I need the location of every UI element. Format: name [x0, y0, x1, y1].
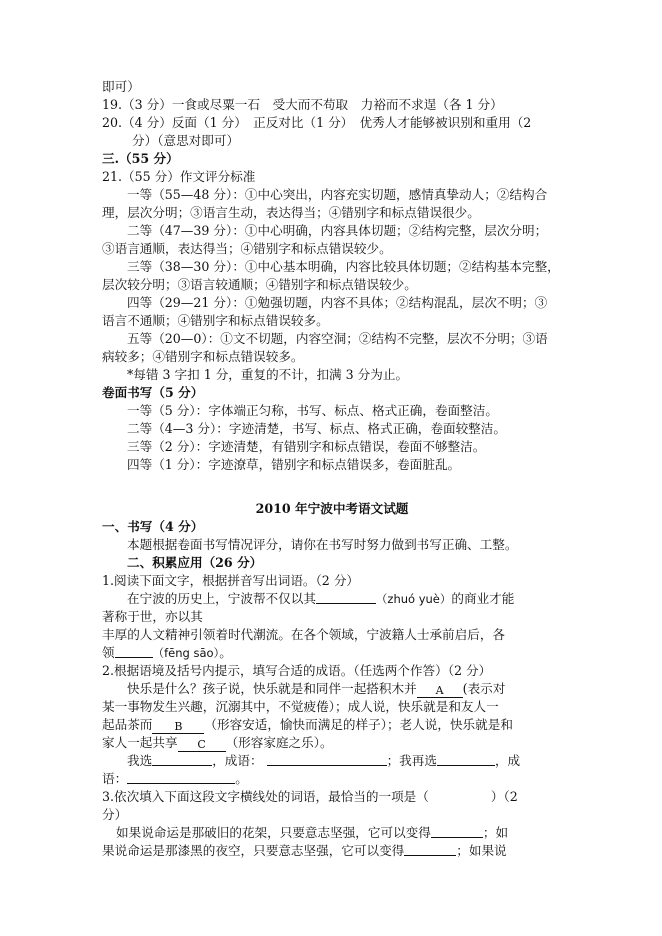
- grade1-line1: 一等（55—48 分）：①中心突出，内容充实切题，感情真挚动人；②结构合: [127, 187, 548, 202]
- answer-21: 21.（55 分）作文评分标准: [102, 169, 256, 184]
- section-1-text: 本题根据卷面书写情况评分，请你在书写时努力做到书写正确、工整。: [127, 537, 518, 552]
- grade4-line2: 语言不通顺；④错别字和标点错误较多。: [102, 313, 329, 328]
- question-3: [102, 788, 562, 806]
- q3-text: ；如: [482, 825, 509, 840]
- section-2-heading: 二、积累应用（26 分）: [127, 555, 263, 570]
- fill-blank: [404, 843, 456, 856]
- fill-blank: [316, 591, 376, 604]
- answer-19: 19.（3 分）一食或尽粟一石 受大而不苟取 力裕而不求逞（各 1 分）: [102, 97, 503, 112]
- grade1-line2: 理，层次分明；③语言生动，表达得当；④错别字和标点错误很少。: [102, 205, 480, 220]
- handwriting-heading: 卷面书写（5 分）: [102, 385, 204, 400]
- blank-label-c: C: [178, 738, 226, 752]
- grade2-line1: 二等（47—39 分）：①中心明确，内容具体切题；②结构完整，层次分明；: [127, 223, 548, 238]
- pinyin-hint: （fēng sāo）: [152, 646, 220, 660]
- grade2-line2: ③语言通顺，表达得当；④错别字和标点错误较少。: [102, 241, 392, 256]
- q1-line2: 著称于世，亦以其: [102, 609, 203, 624]
- fill-blank: [431, 825, 483, 838]
- q2-line2: 某一事物发生兴趣，沉溺其中，不觉疲倦）；成人说，快乐就是和友人一: [102, 699, 499, 714]
- question-1: 1.阅读下面文字，根据拼音写出词语。（2 分）: [102, 573, 360, 588]
- q2-text: 起品茶而: [102, 717, 153, 732]
- fill-blank: [437, 753, 495, 766]
- answer-20-line2: 分）（意思对即可）: [132, 133, 240, 148]
- grade3-line2: 层次较分明；③语言较通顺；④错别字和标点错误较少。: [102, 277, 417, 292]
- q3-text: ）（2: [490, 789, 518, 804]
- q3-text: ；如果说: [456, 843, 507, 858]
- q3-line1: [102, 824, 562, 842]
- deduction-note: *每错 3 字扣 1 分，重复的不计，扣满 3 分为止。: [127, 367, 409, 382]
- blank-label-b: B: [152, 720, 204, 734]
- q3-text: 果说命运是那漆黑的夜空，只要意志坚强，它可以变得: [102, 843, 405, 858]
- q1-line3: 丰厚的人文精神引领着时代潮流。在各个领域，宁波籍人士承前启后，各: [102, 627, 505, 642]
- answer-continuation: 即可）: [102, 79, 140, 94]
- q2-text: （形容安适，愉快而满足的样子）；老人说，快乐就是和: [204, 717, 513, 732]
- q2-answer-line2: [102, 770, 562, 788]
- fill-blank: [127, 771, 235, 784]
- fill-blank: [115, 645, 153, 658]
- q2-text: ，成: [494, 753, 521, 768]
- fill-blank: [152, 753, 212, 766]
- question-3-score: 分）: [102, 807, 128, 822]
- q3-text: 3.依次填入下面这段文字横线处的词语，最恰当的一项是（: [102, 789, 429, 804]
- pinyin-hint: （zhuó yuè）: [375, 592, 452, 606]
- q2-answer-line1: [102, 752, 562, 770]
- q2-text: ，成语：: [212, 753, 263, 768]
- handwriting-grade2: 二等（4—3 分）：字迹清楚，书写、标点、格式正确，卷面较整洁。: [127, 421, 506, 436]
- q3-line2: [102, 842, 562, 860]
- q1-line4: [102, 644, 562, 662]
- q2-line1: [102, 680, 562, 698]
- grade4-line1: 四等（29—21 分）：①勉强切题，内容不具体；②结构混乱，层次不明；③: [127, 295, 548, 310]
- q1-text: 在宁波的历史上，宁波帮不仅以其: [127, 591, 316, 606]
- q2-text: 我选: [127, 753, 153, 768]
- q1-text: 领: [102, 645, 115, 660]
- grade3-line1: 三等（38—30 分）：①中心基本明确，内容比较具体切题；②结构基本完整，: [127, 259, 560, 274]
- question-2: 2.根据语境及括号内提示，填写合适的成语。（任选两个作答）（2 分）: [102, 663, 492, 678]
- handwriting-grade4: 四等（1 分）：字迹潦草，错别字和标点错误多，卷面脏乱。: [127, 457, 461, 472]
- q1-line1: [102, 590, 562, 608]
- q2-line3: [102, 716, 562, 734]
- q1-text: 的商业才能: [451, 591, 515, 606]
- section-3-heading: 三.（55 分）: [102, 151, 179, 166]
- blank-label-a: A: [417, 684, 463, 698]
- q2-text: ；我再选: [386, 753, 437, 768]
- grade5-line2: 病较多；④错别字和标点错误较多。: [102, 349, 304, 364]
- q2-text: 家人一起共享: [102, 735, 178, 750]
- q2-text: 快乐是什么？孩子说，快乐就是和同伴一起搭积木并: [127, 681, 417, 696]
- q2-line4: [102, 734, 562, 752]
- answer-20-line1: 20.（4 分）反面（1 分） 正反对比（1 分） 优秀人才能够被识别和重用（2: [102, 115, 532, 130]
- q1-text: 。: [219, 645, 232, 660]
- exam-title: 2010 年宁波中考语文试题: [255, 501, 409, 516]
- handwriting-grade3: 三等（2 分）：字迹清楚，有错别字和标点错误，卷面不够整洁。: [127, 439, 486, 454]
- handwriting-grade1: 一等（5 分）：字体端正匀称，书写、标点、格式正确，卷面整洁。: [127, 403, 498, 418]
- grade5-line1: 五等（20—0）：①文不切题，内容空洞；②结构不完整，层次不分明；③语: [127, 331, 548, 346]
- section-1-heading: 一、书写（4 分）: [102, 519, 204, 534]
- q2-text: （形容家庭之乐）。: [225, 735, 333, 750]
- q3-text: 如果说命运是那破旧的花架，只要意志坚强，它可以变得: [116, 825, 431, 840]
- fill-blank: [267, 753, 387, 766]
- q2-text: 语：: [102, 771, 128, 786]
- q2-text: 。: [235, 771, 248, 786]
- q2-text: (表示对: [462, 681, 506, 696]
